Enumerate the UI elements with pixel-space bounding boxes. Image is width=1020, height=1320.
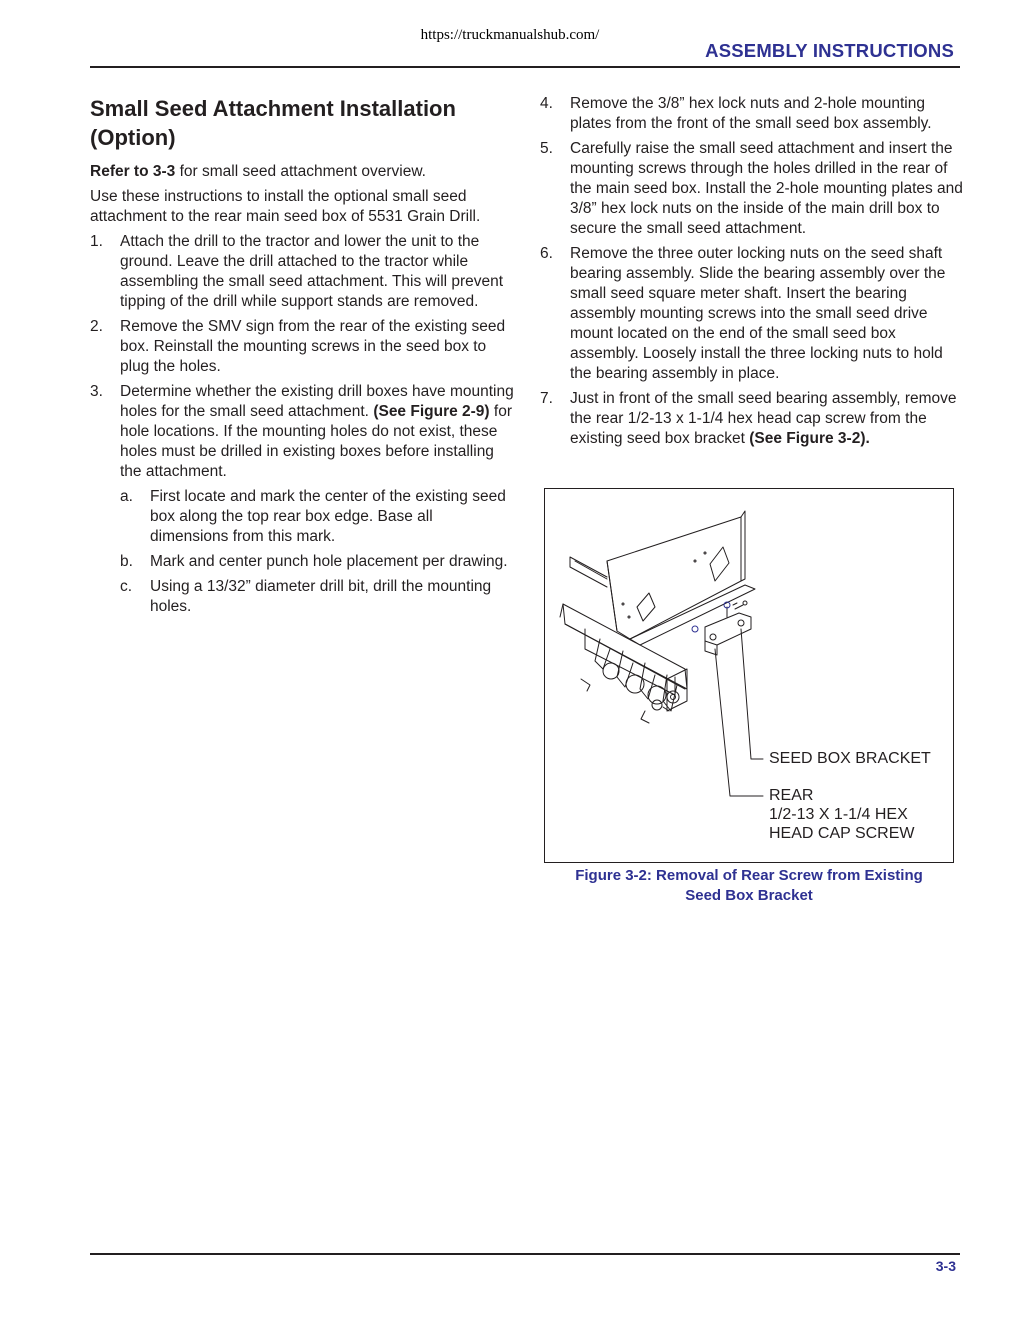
lid-line [575, 561, 607, 579]
intro-reference-text: for small seed attachment overview. [175, 163, 426, 180]
step-text [570, 390, 957, 447]
step-text: Remove the three outer locking nuts on the seed shaft bearing assembly. Slide the bearing assembly over the small seed square meter shaft. Insert the bearing assembly mounting screws into the small seed drive mount located on the end of the small seed box assembly. Loosely install the three locking nuts to hold the bearing assembly in place. [570, 245, 946, 382]
washer [743, 601, 747, 605]
drive-plate [667, 669, 687, 711]
step-7 [540, 389, 965, 449]
frame-beam-end [560, 604, 563, 617]
screw-leader [715, 649, 763, 796]
substep-text: First locate and mark the center of the existing seed box along the top rear box edge. Base all dimensions from this mark. [150, 488, 506, 545]
step-number: 1. [90, 233, 103, 250]
substep-a [90, 487, 515, 547]
right-column [540, 94, 965, 454]
substep-letter: a. [120, 488, 133, 505]
panel-hole [694, 560, 696, 562]
step-number: 7. [540, 390, 553, 407]
step-text-pre: Determine whether the existing drill boxes have mounting holes for the small seed attachment. [120, 383, 514, 420]
intro-reference-bold: Refer to 3-3 [90, 163, 176, 180]
label-screw-size: 1/2-13 X 1-1/4 HEX [769, 806, 908, 823]
caption-line-2: Seed Box Bracket [685, 887, 813, 904]
step-text-post: for hole locations. If the mounting holes do not exist, these holes must be drilled in existing boxes before installing the attachment. [120, 403, 512, 480]
seed-box-edge [741, 511, 745, 581]
opener-wheel [603, 663, 619, 679]
figure-reference: (See Figure 3-2). [749, 430, 870, 447]
substep-b [90, 552, 515, 572]
step-text-pre: Just in front of the small seed bearing assembly, remove the rear 1/2-13 x 1-1/4 hex head cap screw from the existing seed box bracket [570, 390, 957, 447]
step-1 [90, 232, 515, 312]
figure-reference: (See Figure 2-9) [373, 403, 490, 420]
lock-nut [692, 626, 698, 632]
substep-letter: c. [120, 578, 133, 595]
screw-line [735, 605, 743, 609]
source-url: https://truckmanualshub.com/ [420, 27, 600, 43]
label-rear: REAR [769, 787, 814, 804]
step-text [120, 383, 514, 480]
header-rule [90, 66, 960, 68]
panel-hole [628, 616, 630, 618]
bolt-detail [581, 679, 590, 691]
substep-letter: b. [120, 553, 133, 570]
figure-3-2 [544, 488, 954, 863]
substep-text: Mark and center punch hole placement per drawing. [150, 553, 508, 570]
step-2 [90, 317, 515, 377]
step-5 [540, 139, 965, 239]
step-number: 3. [90, 383, 103, 400]
seed-box-side [607, 561, 617, 631]
step-number: 2. [90, 318, 103, 335]
frame-beam [563, 604, 687, 689]
substep-text: Using a 13/32” diameter drill bit, drill the mounting holes. [150, 578, 492, 615]
bracket-hole [710, 634, 716, 640]
panel-cutout [637, 593, 655, 621]
label-head-cap-screw: HEAD CAP SCREW [769, 825, 915, 842]
step-text: Remove the SMV sign from the rear of the existing seed box. Reinstall the mounting screws in the seed box to plug the holes. [120, 318, 506, 375]
bracket-hole [738, 620, 744, 626]
intro-paragraph: Use these instructions to install the optional small seed attachment to the rear main seed box of 5531 Grain Drill. [90, 188, 481, 225]
step-text: Attach the drill to the tractor and lower the unit to the ground. Leave the drill attached to the tractor while assembling the small seed attachment. This will prevent tipping of the drill while support stands are removed. [120, 233, 504, 310]
step-6 [540, 244, 965, 384]
panel-hole [622, 603, 624, 605]
page-number: 3-3 [935, 1258, 956, 1274]
label-seed-box-bracket: SEED BOX BRACKET [769, 750, 931, 767]
bracket-leader [741, 629, 763, 759]
step-text: Remove the 3/8” hex lock nuts and 2-hole mounting plates from the front of the small seed box assembly. [570, 95, 932, 132]
step-number: 4. [540, 95, 553, 112]
section-title: ASSEMBLY INSTRUCTIONS [705, 40, 954, 61]
caption-line-1: Figure 3-2: Removal of Rear Screw from Existing [575, 867, 923, 884]
step-number: 6. [540, 245, 553, 262]
footer-rule [90, 1253, 960, 1255]
step-number: 5. [540, 140, 553, 157]
substep-c [90, 577, 515, 617]
shaft-end [641, 711, 649, 723]
figure-caption [544, 866, 954, 906]
page-title: Small Seed Attachment Installation (Option) [90, 96, 456, 150]
panel-cutout [710, 547, 729, 581]
step-3 [90, 382, 515, 482]
step-4 [540, 94, 965, 134]
opener-wheel [648, 686, 666, 704]
bearing [652, 700, 662, 710]
intro-reference [90, 162, 515, 182]
step-text: Carefully raise the small seed attachment and insert the mounting screws through the holes drilled in the rear of the main seed box. Install the 2-hole mounting plates and 3/8” hex lock nuts on the inside of the main drill box to secure the small seed attachment. [570, 140, 963, 237]
panel-hole [704, 552, 706, 554]
bearing-hub [671, 695, 676, 700]
left-column [90, 94, 515, 622]
